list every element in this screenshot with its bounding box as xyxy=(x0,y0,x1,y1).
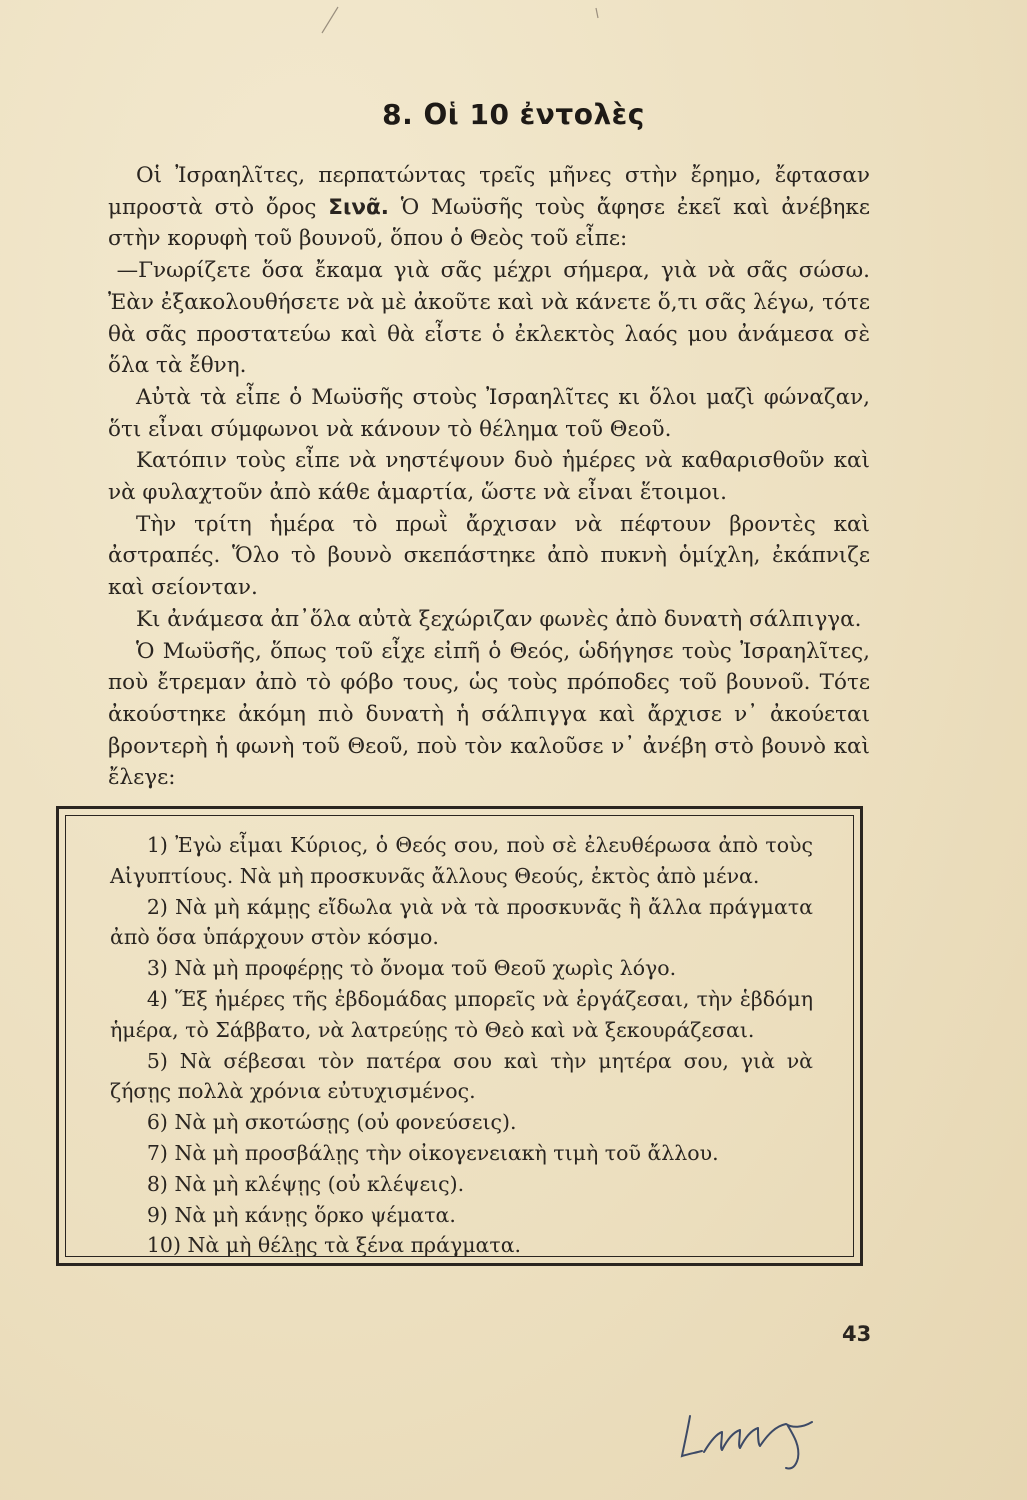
paragraph xyxy=(108,160,870,255)
paragraph-text: Ὁ Μωϋσῆς τοὺς ἄφησε ἐκεῖ καὶ ἀνέβηκε στὴν κορυφὴ τοῦ βουνοῦ, ὅπου ὁ Θεὸς τοῦ εἶπε: xyxy=(108,194,870,252)
paragraph: Κι ἀνάμεσα ἀπ᾿ὅλα αὐτὰ ξεχώριζαν φωνὲς ἀπὸ δυνατὴ σάλπιγγα. xyxy=(135,606,862,632)
commandment-item: 7) Νὰ μὴ προσβάλῃς τὴν οἰκογενειακὴ τιμὴ τοῦ ἄλλου. xyxy=(146,1140,719,1165)
commandment-item: 9) Νὰ μὴ κάνῃς ὅρκο ψέματα. xyxy=(146,1202,456,1227)
commandments-box-inner-border xyxy=(65,815,854,1257)
paragraph: Τὴν τρίτη ἡμέρα τὸ πρωῒ ἄρχισαν νὰ πέφτουν βροντὲς καὶ ἀστραπές. Ὅλο τὸ βουνὸ σκεπάστηκε ἀπὸ πυκνὴ ὁμίχλη, ἐκάπνιζε καὶ σείονταν. xyxy=(108,511,870,601)
commandments-list xyxy=(110,830,813,1261)
commandment-item: 3) Νὰ μὴ προφέρῃς τὸ ὄνομα τοῦ Θεοῦ χωρὶς λόγο. xyxy=(146,956,677,981)
commandment-item: 10) Νὰ μὴ θέλῃς τὰ ξένα πράγματα. xyxy=(146,1233,522,1258)
commandment-item: 2) Νὰ μὴ κάμῃς εἴδωλα γιὰ νὰ τὰ προσκυνᾶς ἢ ἄλλα πράγματα ἀπὸ ὅσα ὑπάρχουν στὸν κόσμο. xyxy=(110,894,813,950)
chapter-title: 8. Οἱ 10 ἐντολὲς xyxy=(382,98,645,131)
paragraph: Αὐτὰ τὰ εἶπε ὁ Μωϋσῆς στοὺς Ἰσραηλῖτες κι ὅλοι μαζὶ φώναζαν, ὅτι εἶναι σύμφωνοι νὰ κάνουν τὸ θέλημα τοῦ Θεοῦ. xyxy=(108,384,870,442)
commandment-item: 6) Νὰ μὴ σκοτώσῃς (οὐ φονεύσεις). xyxy=(146,1110,517,1135)
commandments-box xyxy=(56,806,863,1266)
story-text xyxy=(108,160,870,794)
place-name-emphasis: Σινᾶ. xyxy=(328,194,389,220)
paragraph: Ὁ Μωϋσῆς, ὅπως τοῦ εἶχε εἰπῆ ὁ Θεός, ὡδήγησε τοὺς Ἰσραηλῖτες, ποὺ ἔτρεμαν ἀπὸ τὸ φόβο τους, ὡς τοὺς πρόποδες τοῦ βουνοῦ. Τότε ἀκούστηκε ἀκόμη πιὸ δυνατὴ ἡ σάλπιγγα καὶ ἄρχισε ν᾿ ἀκούεται βροντερὴ ἡ φωνὴ τοῦ Θεοῦ, ποὺ τὸν καλοῦσε ν᾿ ἀνέβη στὸ βουνὸ καὶ ἔλεγε: xyxy=(108,638,870,791)
page-number: 43 xyxy=(842,1322,872,1346)
commandment-item: 5) Νὰ σέβεσαι τὸν πατέρα σου καὶ τὴν μητέρα σου, γιὰ νὰ ζήσῃς πολλὰ χρόνια εὐτυχισμένος. xyxy=(110,1048,813,1104)
commandment-item: 1) Ἐγὼ εἶμαι Κύριος, ὁ Θεός σου, ποὺ σὲ ἐλευθέρωσα ἀπὸ τοὺς Αἰγυπτίους. Νὰ μὴ προσκυνᾶς ἄλλους Θεούς, ἐκτὸς ἀπὸ μένα. xyxy=(110,833,813,888)
commandment-item: 8) Νὰ μὴ κλέψῃς (οὐ κλέψεις). xyxy=(146,1171,465,1196)
commandment-item: 4) Ἕξ ἡμέρες τῆς ἑβδομάδας μπορεῖς νὰ ἐργάζεσαι, τὴν ἑβδόμη ἡμέρα, τὸ Σάββατο, νὰ λατρεύῃς τὸ Θεὸ καὶ νὰ ξεκουράζεσαι. xyxy=(110,986,813,1042)
paragraph-text: Οἱ Ἰσραηλῖτες, περπατώντας τρεῖς μῆνες στὴν ἔρημο, ἔφτασαν μπροστὰ στὸ ὄρος xyxy=(108,163,870,220)
handwritten-signature-icon xyxy=(676,1402,826,1474)
paragraph: —Γνωρίζετε ὅσα ἔκαμα γιὰ σᾶς μέχρι σήμερα, γιὰ νὰ σᾶς σώσω. Ἐὰν ἐξακολουθήσετε νὰ μὲ ἀκοῦτε καὶ νὰ κάνετε ὅ,τι σᾶς λέγω, τότε θὰ σᾶς προστατεύω καὶ θὰ εἶστε ὁ ἐκλεκτὸς λαός μου ἀνάμεσα σὲ ὅλα τὰ ἔθνη. xyxy=(108,258,870,379)
paragraph: Κατόπιν τοὺς εἶπε νὰ νηστέψουν δυὸ ἡμέρες νὰ καθαρισθοῦν καὶ νὰ φυλαχτοῦν ἀπὸ κάθε ἁμαρτία, ὥστε νὰ εἶναι ἕτοιμοι. xyxy=(108,448,870,506)
